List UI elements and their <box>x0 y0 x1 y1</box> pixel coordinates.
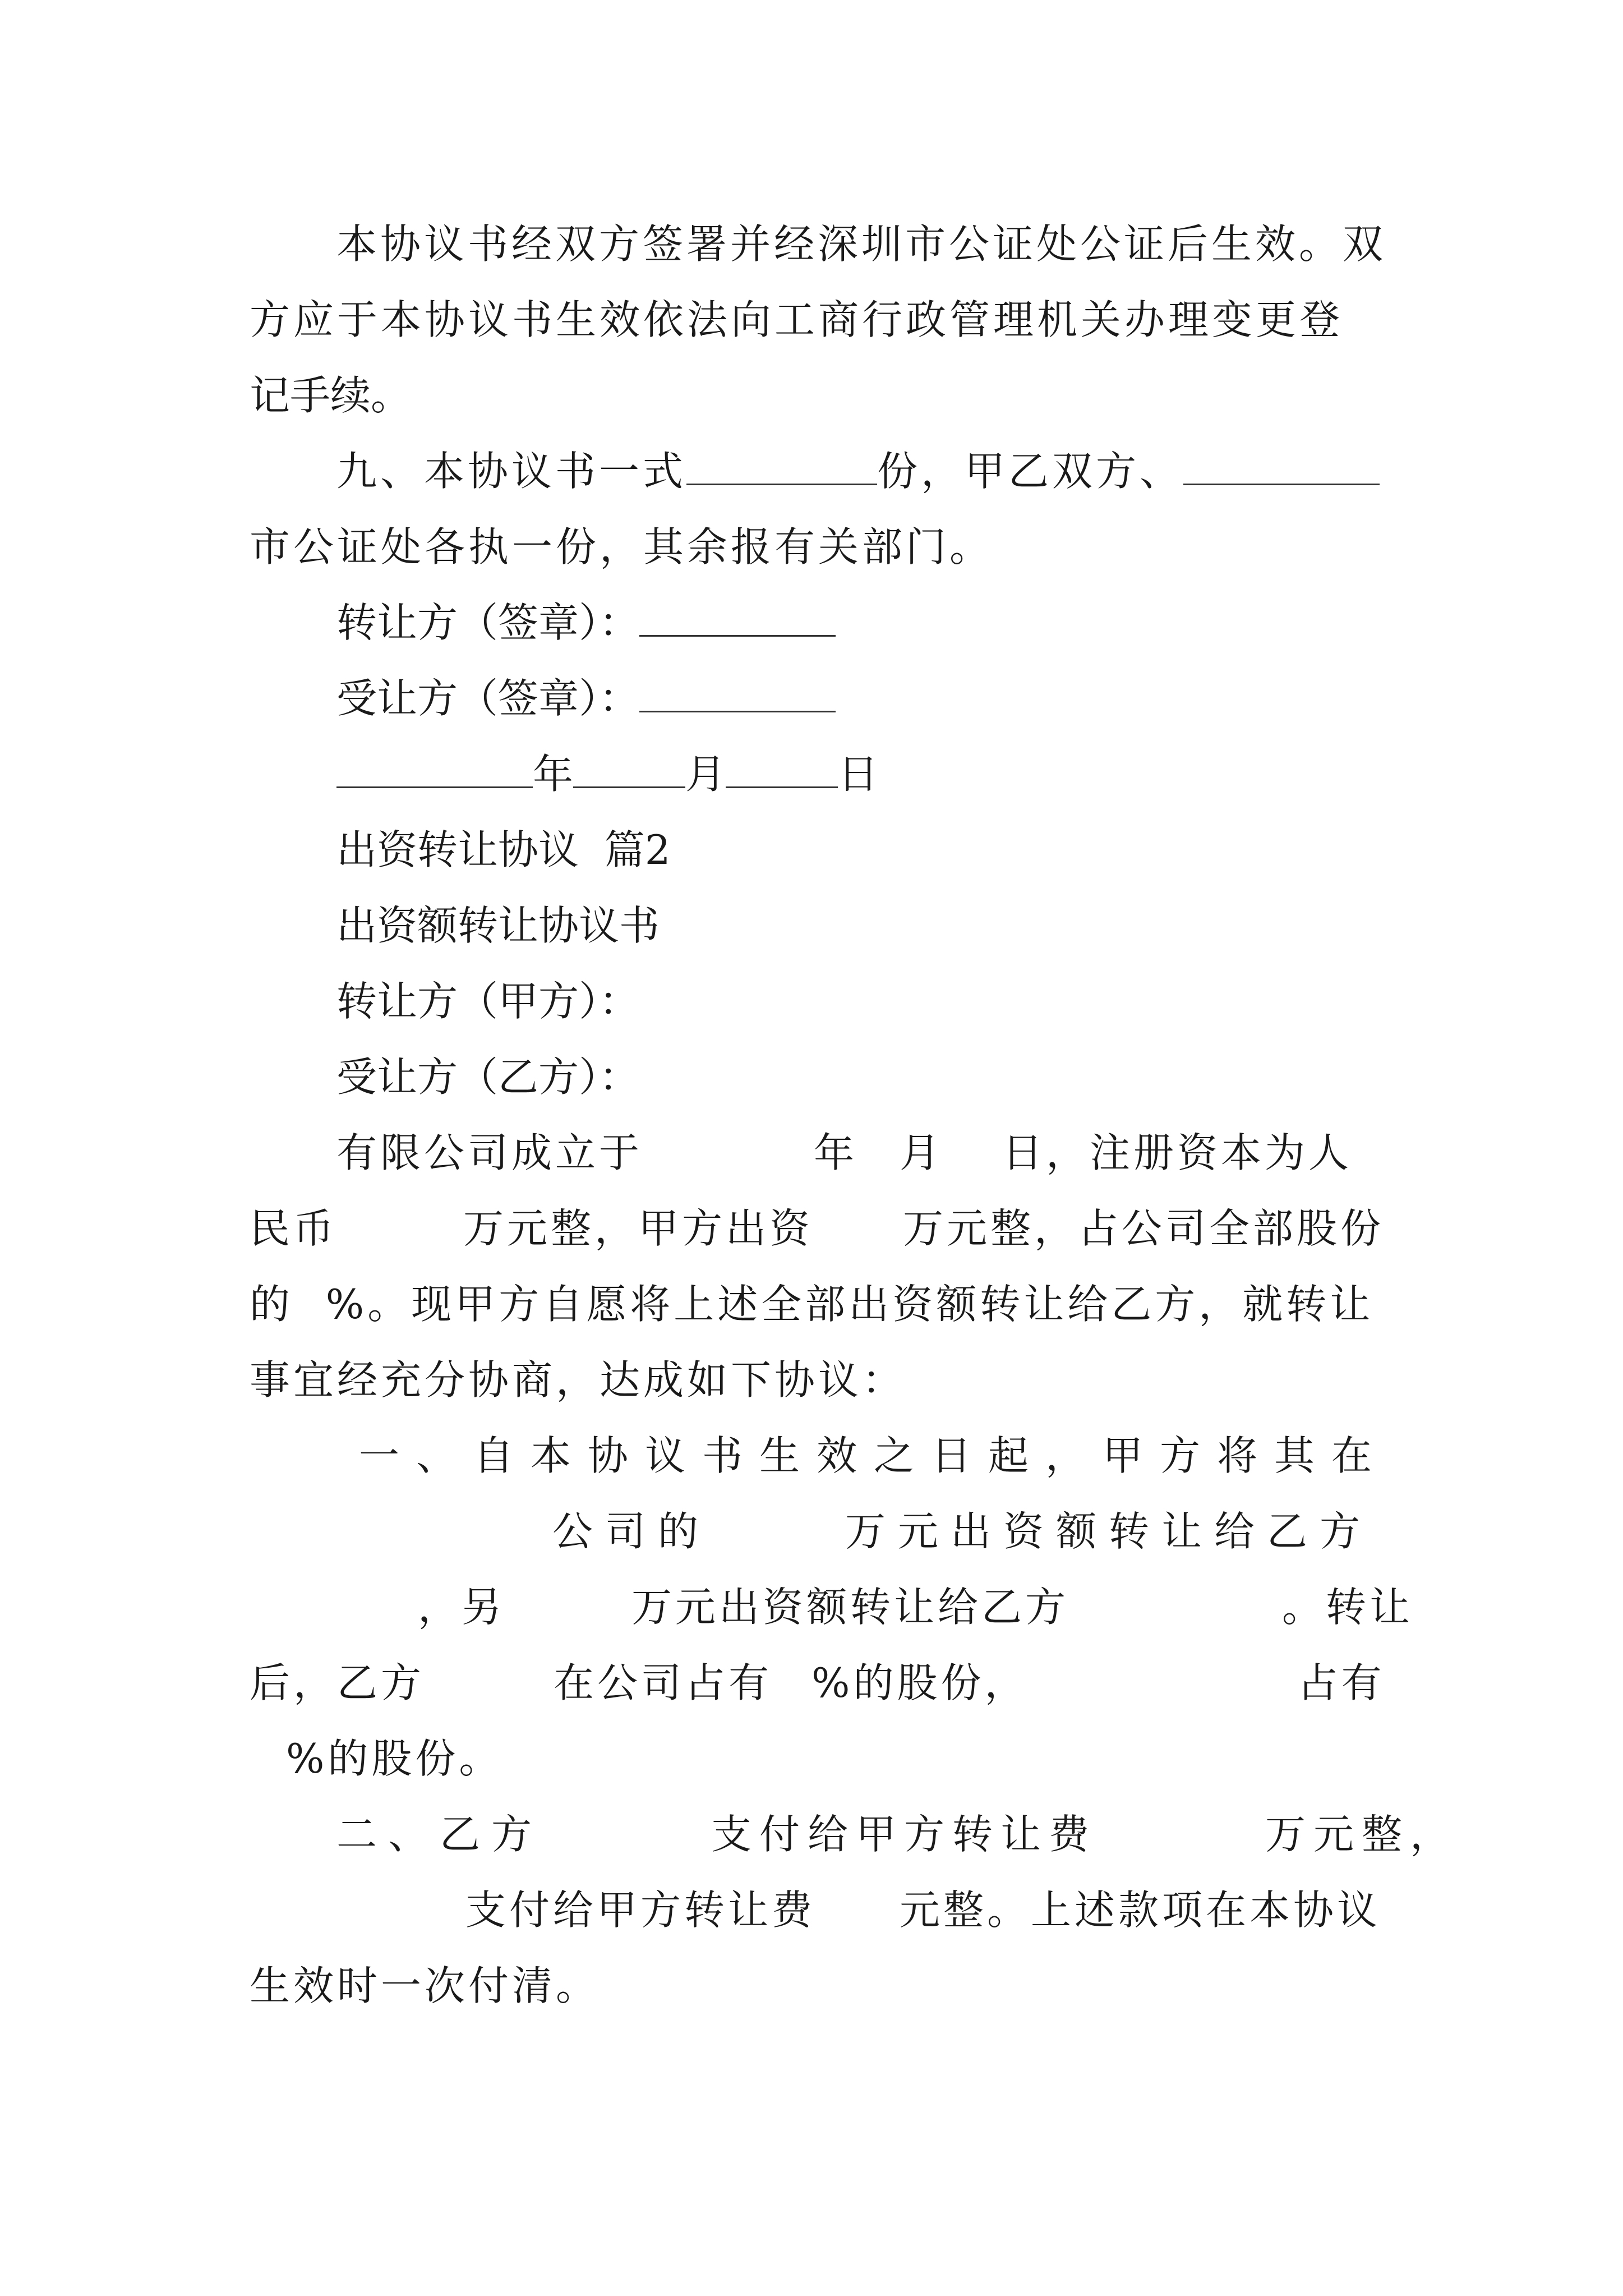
paragraph-line: 一、自本协议书生效之日起，甲方将其在 <box>359 1432 1389 1479</box>
paragraph-line <box>552 1501 1372 1562</box>
transferee-signature-blank <box>639 674 836 712</box>
copies-blank <box>686 447 877 485</box>
year-blank <box>336 749 533 788</box>
month-label: 月 <box>685 751 726 798</box>
paragraph-line <box>250 1652 1385 1714</box>
intro-text: 有限公司成立于 <box>336 1129 643 1176</box>
paragraph-line <box>418 1576 1413 1638</box>
intro-text: 民币 <box>250 1205 338 1252</box>
intro-text: 月 <box>900 1129 944 1176</box>
paragraph-line <box>336 440 1380 502</box>
clause-text: 在公司占有 <box>554 1659 773 1706</box>
paragraph-line <box>336 1122 1352 1184</box>
paragraph-line: 生效时一次付清。 <box>250 1962 600 2009</box>
clause-text: 份，甲乙双方、 <box>877 448 1184 495</box>
transferee-label: 受让方（签章）： <box>336 675 640 722</box>
day-blank <box>726 749 838 788</box>
paragraph-line <box>250 1198 1384 1259</box>
clause-text: 。转让 <box>1282 1584 1414 1631</box>
clause-text: 公司的 <box>552 1508 711 1555</box>
agreement-title: 出资额转让协议书 <box>336 902 660 949</box>
clause-text: 二、乙方 <box>336 1811 543 1858</box>
clause-text: 支付给甲方转让费 <box>711 1811 1098 1858</box>
paragraph-line <box>336 1803 1458 1865</box>
paragraph-line: 方应于本协议书生效依法向工商行政管理机关办理变更登 <box>250 296 1344 343</box>
intro-text: 年 <box>814 1129 858 1176</box>
intro-text: 万元整，占公司全部股份 <box>903 1205 1385 1252</box>
clause-text: ，另 <box>418 1584 506 1631</box>
clause-text: 万元出资额转让给乙方 <box>631 1584 1069 1631</box>
clause-text: 后，乙方 <box>250 1659 425 1706</box>
clause-text: 占有 <box>1297 1659 1385 1706</box>
intro-text: 万元整，甲方出资 <box>463 1205 814 1252</box>
paragraph-line: %的股份。 <box>286 1735 503 1782</box>
clause-text: 元整。上述款项在本协议 <box>900 1887 1381 1934</box>
clause-text: 万元整， <box>1265 1811 1459 1858</box>
paragraph-line: 事宜经充分协商，达成如下协议： <box>250 1356 906 1404</box>
year-label: 年 <box>533 751 574 798</box>
section-heading: 出资转让协议 篇2 <box>336 826 671 873</box>
month-blank <box>573 749 685 788</box>
party-a-line: 转让方（甲方）： <box>336 978 640 1025</box>
clause-text: 支付给甲方转让费 <box>465 1887 816 1934</box>
transferor-label: 转让方（签章）： <box>336 599 640 646</box>
party-b-line: 受让方（乙方）： <box>336 1053 640 1101</box>
clause-text: 九、本协议书一式 <box>336 448 687 495</box>
clause-text: 万元出资额转让给乙方 <box>845 1508 1373 1555</box>
transferee-signature-line <box>336 668 836 729</box>
paragraph-line: 的 %。现甲方自愿将上述全部出资额转让给乙方，就转让 <box>250 1281 1374 1328</box>
paragraph-line <box>465 1879 1381 1941</box>
paragraph-line: 市公证处各执一份，其余报有关部门。 <box>250 523 994 570</box>
transferor-signature-blank <box>639 598 836 637</box>
date-line <box>336 743 878 805</box>
paragraph-line: 本协议书经双方签署并经深圳市公证处公证后生效。双 <box>336 220 1387 268</box>
paragraph-line: 记手续。 <box>250 372 412 419</box>
clause-text: %的股份， <box>811 1659 1029 1706</box>
city-blank <box>1183 447 1380 485</box>
intro-text: 日，注册资本为人 <box>1002 1129 1353 1176</box>
day-label: 日 <box>838 751 879 798</box>
transferor-signature-line <box>336 592 836 654</box>
